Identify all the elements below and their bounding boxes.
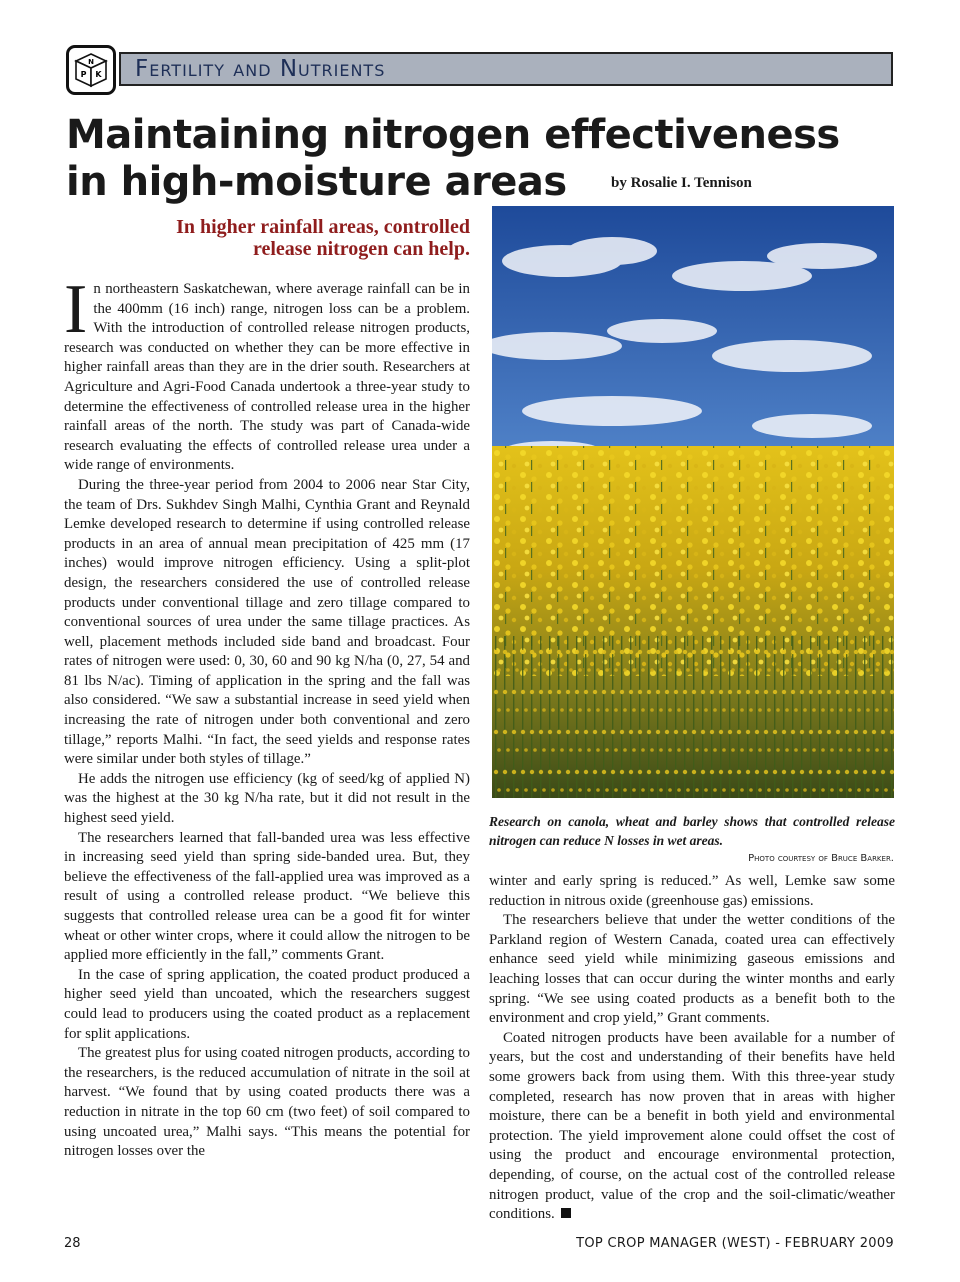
body-paragraph: In the case of spring application, the coated product produced a higher seed yield than uncoated, which the researchers suggest could lead to producers using the coated product as a replacement for split applications. xyxy=(64,966,470,1042)
photo-credit: Photo courtesy of Bruce Barker. xyxy=(748,853,894,864)
body-paragraph: winter and early spring is reduced.” As well, Lemke saw some reduction in nitrous oxide (greenhouse gas) emissions. xyxy=(489,873,895,909)
body-column-right xyxy=(489,872,895,1225)
article-deck xyxy=(66,216,470,260)
body-paragraph: The researchers believe that under the wetter conditions of the Parkland region of Western Canada, coated urea can effectively enhance seed yield while minimizing gaseous emissions and leaching losses that can occur during the winter months and early spring. “We see using coated products as a benefit both to the environment and crop yield,” Grant comments. xyxy=(489,912,895,1027)
magazine-footer: TOP CROP MANAGER (WEST) - FEBRUARY 2009 xyxy=(576,1236,894,1251)
canola-field-photo xyxy=(492,206,894,798)
section-label: Fertility and Nutrients xyxy=(119,52,893,86)
body-paragraph xyxy=(64,271,470,476)
body-paragraph: He adds the nitrogen use efficiency (kg of seed/kg of applied N) was the highest at the 30 kg N/ha rate, but it did not result in the highest seed yield. xyxy=(64,770,470,827)
page-number: 28 xyxy=(64,1236,81,1251)
logo-letter-k: K xyxy=(95,70,102,79)
deck-line-1: In higher rainfall areas, controlled xyxy=(176,216,470,238)
section-header xyxy=(66,45,894,95)
photo-caption: Research on canola, wheat and barley shows that controlled release nitrogen can reduce N losses in wet areas. xyxy=(489,814,895,848)
body-paragraph: During the three-year period from 2004 to 2006 near Star City, the team of Drs. Sukhdev Singh Malhi, Cynthia Grant and Reynald Lemke developed research to determine if using controlled release products in an area of annual mean precipitation of 425 mm (17 inches) would improve nitrogen efficiency. Using a split-plot design, the researchers considered the use of controlled release products under conventional tillage and zero tillage compared to conventional sources of urea under the same tillage practices. As well, placement methods included side band and broadcast. Four rates of nitrogen were used: 0, 30, 60 and 90 kg N/ha (0, 27, 54 and 81 lbs N/ac). Timing of application in the spring and the fall was also considered. “We saw a substantial increase in seed yield when increasing the rate of nitrogen under both conventional and zero tillage,” reports Malhi. “In fact, the seed yields and response rates were similar under both styles of tillage.” xyxy=(64,476,470,768)
deck-line-2: release nitrogen can help. xyxy=(252,238,470,260)
npk-cube-icon xyxy=(73,52,109,88)
npk-cube-logo xyxy=(66,45,116,95)
body-column-left xyxy=(64,271,470,1162)
headline-line-2: in high-moisture areas xyxy=(66,159,567,205)
paragraph-text: n northeastern Saskatchewan, where average rainfall can be in the 400mm (16 inch) range, nitrogen loss can be a problem. With the introduction of controlled release nitrogen products, research was conducted on whether they can be more effective in higher rainfall areas than they are in the drier south. Researchers at Agriculture and Agri-Food Canada undertook a three-year study to determine the effectiveness of controlled release urea in the higher rainfall areas of the north. The study was part of Canada-wide research evaluating the effects of controlled release urea under a wide range of environments. xyxy=(64,281,470,474)
headline-line-1: Maintaining nitrogen effectiveness xyxy=(66,112,840,158)
logo-letter-p: P xyxy=(80,70,87,79)
logo-letter-n: N xyxy=(88,58,94,66)
body-paragraph: The researchers learned that fall-banded urea was less effective in increasing seed yield than spring side-banded urea. But, they believe the effectiveness of the fall-applied urea was improved as a result of using a controlled release product. “We believe this suggests that controlled release urea can be a good fit for winter wheat or other winter crops, where it could allow the nitrogen to be applied more efficiently in the fall,” comments Grant. xyxy=(64,829,470,964)
byline: by Rosalie I. Tennison xyxy=(611,175,752,191)
body-paragraph: The greatest plus for using coated nitrogen products, according to the researchers, is the reduced accumulation of nitrate in the soil at harvest. “We found that by using coated products there was a reduction in nitrate in the top 60 cm (two feet) of soil compared to using uncoated urea,” Malhi says. “This means the potential for nitrogen losses over the xyxy=(64,1045,470,1160)
drop-cap: I xyxy=(64,271,88,348)
paragraph-text: Coated nitrogen products have been available for a number of years, but the cost and understanding of their benefits have held some growers back from using them. With this three-year study completed, research has now proven that in areas with higher moisture, there can be a benefit in both yield and environmental protection. The yield improvement alone could offset the cost of using the product and encourage environmental protection, depending, of course, on the actual cost of the controlled release nitrogen product, value of the crop and the soil-climatic/weather conditions. xyxy=(489,1029,895,1223)
body-paragraph xyxy=(489,1029,895,1225)
end-of-article-icon xyxy=(561,1208,571,1218)
